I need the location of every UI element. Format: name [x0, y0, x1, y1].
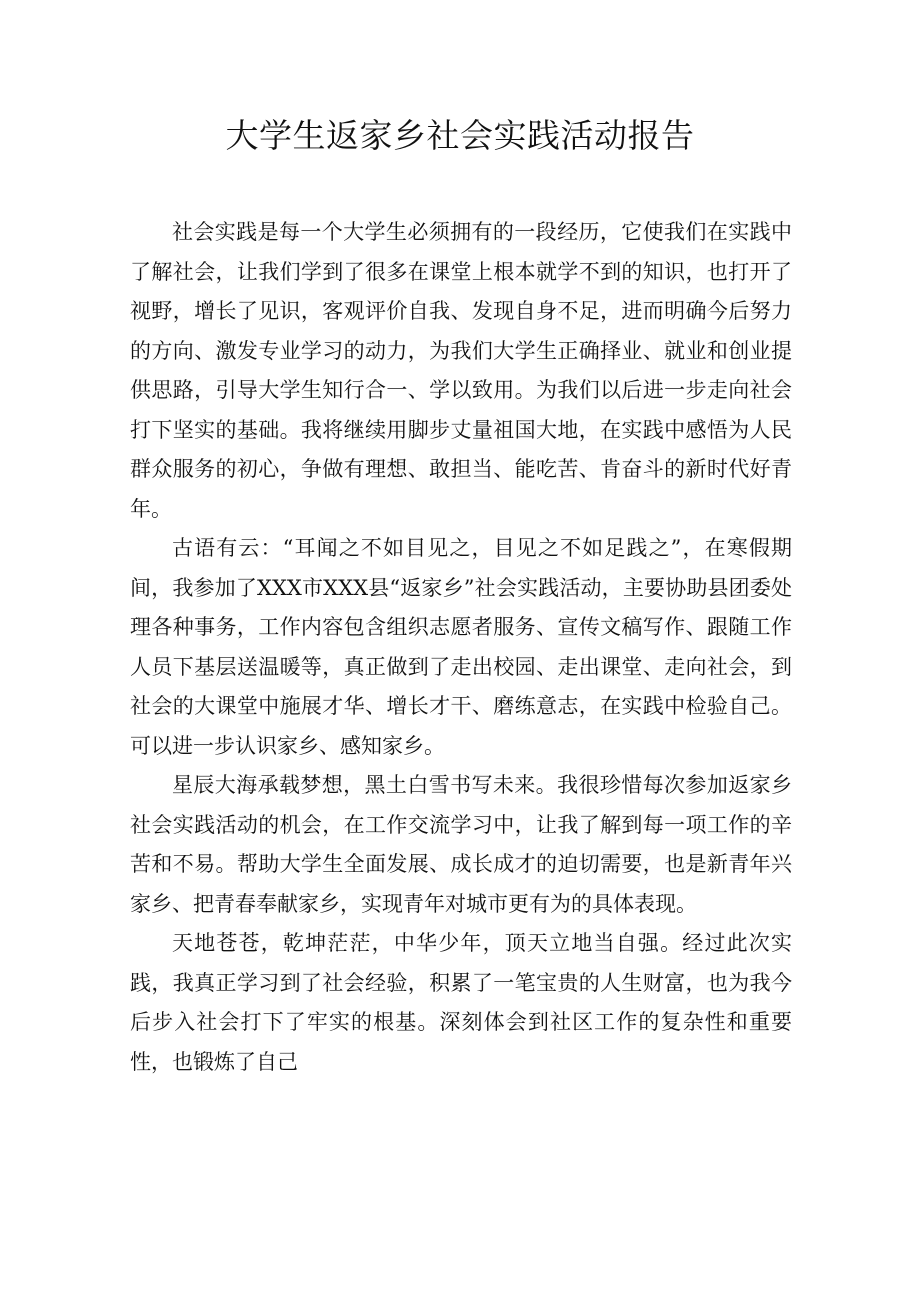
paragraph-1: 社会实践是每一个大学生必须拥有的一段经历，它使我们在实践中了解社会，让我们学到了很多在课堂上根本就学不到的知识，也打开了视野，增长了见识，客观评价自我、发现自身不足，进而明确今后努力的方向、激发专业学习的动力，为我们大学生正确择业、就业和创业提供思路，引导大学生知行合一、学以致用。为我们以后进一步走向社会打下坚实的基础。我将继续用脚步丈量祖国大地，在实践中感悟为人民群众服务的初心，争做有理想、敢担当、能吃苦、肯奋斗的新时代好青年。	[130, 220, 792, 521]
paragraph-4: 天地苍苍，乾坤茫茫，中华少年，顶天立地当自强。经过此次实践，我真正学习到了社会经验，积累了一笔宝贵的人生财富，也为我今后步入社会打下了牢实的根基。深刻体会到社区工作的复杂性和重要性，也锻炼了自己	[130, 931, 792, 1074]
paragraph-3: 星辰大海承载梦想，黑土白雪书写未来。我很珍惜每次参加返家乡社会实践活动的机会，在工作交流学习中，让我了解到每一项工作的辛苦和不易。帮助大学生全面发展、成长成才的迫切需要，也是新青年兴家乡、把青春奉献家乡，实现青年对城市更有为的具体表现。	[130, 773, 792, 916]
paragraph-2: 古语有云：“耳闻之不如目见之，目见之不如足践之”，在寒假期间，我参加了XXX市XXX县“返家乡”社会实践活动，主要协助县团委处理各种事务，工作内容包含组织志愿者服务、宣传文稿写作、跟随工作人员下基层送温暖等，真正做到了走出校园、走出课堂、走向社会，到社会的大课堂中施展才华、增长才干、磨练意志，在实践中检验自己。可以进一步认识家乡、感知家乡。	[130, 536, 792, 758]
document-body	[130, 213, 792, 1082]
document-title: 大学生返家乡社会实践活动报告	[225, 116, 695, 155]
